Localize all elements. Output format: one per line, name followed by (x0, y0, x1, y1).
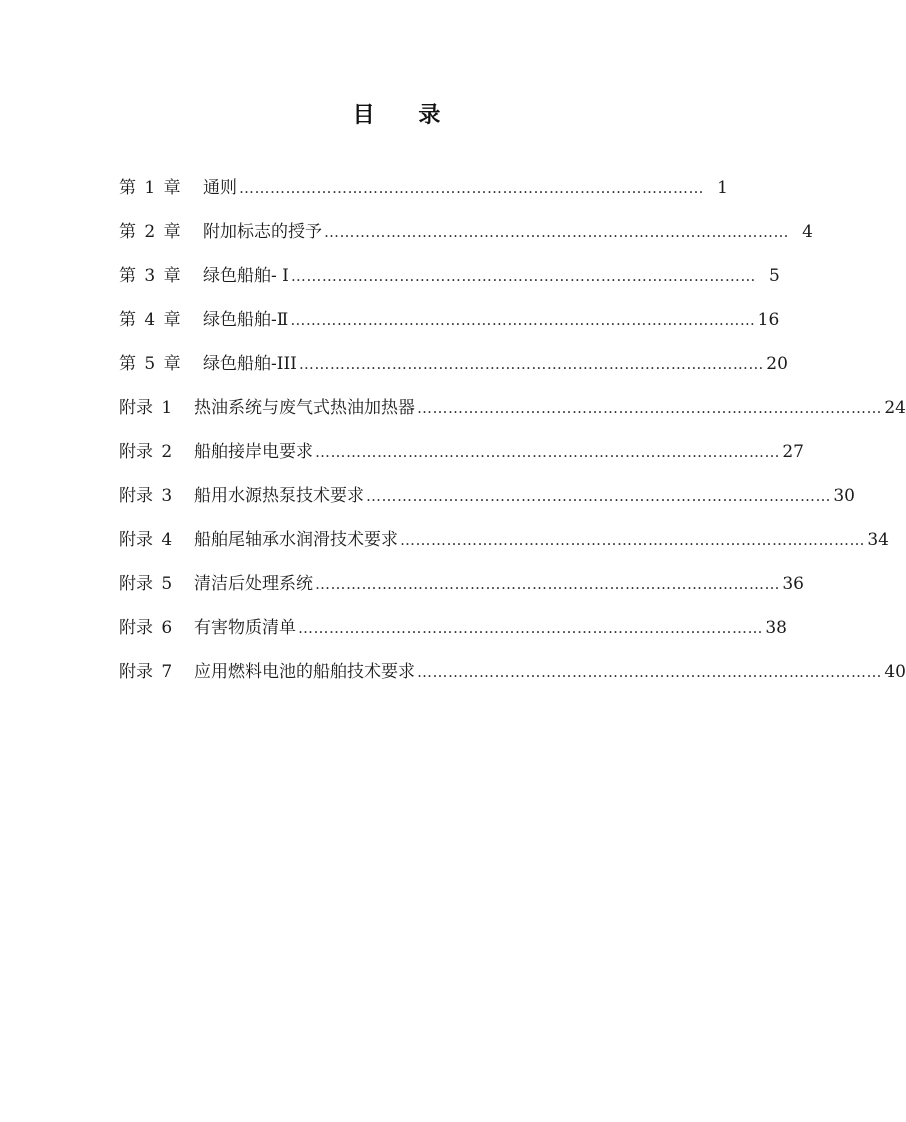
toc-leader-dots: ……………………………………………………………………………… (366, 487, 831, 505)
toc-entry-chapter-3[interactable] (119, 254, 780, 298)
toc-entry-appendix-4[interactable] (119, 518, 889, 562)
toc-leader-dots: ……………………………………………………………………………… (417, 663, 882, 681)
toc-leader-dots: ……………………………………………………………………………… (400, 531, 865, 549)
toc-entry-page: 38 (765, 618, 787, 638)
toc-entry-name: 绿色船舶-III (203, 354, 297, 374)
toc-entry-label: 第 4 章 (119, 310, 181, 330)
toc-entry-page: 27 (782, 442, 804, 462)
toc-entry-page: 36 (782, 574, 804, 594)
toc-entry-label: 第 1 章 (119, 178, 181, 198)
toc-leader-dots: ……………………………………………………………………………… (315, 443, 780, 461)
toc-entry-name: 有害物质清单 (194, 618, 296, 638)
toc-entry-label: 附录 1 (119, 398, 173, 418)
toc-entry-name: 应用燃料电池的船舶技术要求 (194, 662, 415, 682)
toc-entry-appendix-3[interactable] (119, 474, 855, 518)
toc-leader-dots: ……………………………………………………………………………… (324, 223, 789, 241)
toc-entry-page: 1 (717, 178, 728, 198)
toc-entry-appendix-6[interactable] (119, 606, 787, 650)
toc-entry-name: 附加标志的授予 (203, 222, 322, 242)
toc-entry-appendix-7[interactable] (119, 650, 906, 694)
toc-entry-label: 附录 3 (119, 486, 173, 506)
toc-entry-chapter-4[interactable] (119, 298, 780, 342)
toc-entry-page: 20 (766, 354, 788, 374)
toc-entry-page: 5 (769, 266, 780, 286)
toc-entry-appendix-2[interactable] (119, 430, 804, 474)
toc-entry-name: 船用水源热泵技术要求 (194, 486, 364, 506)
toc-entry-appendix-1[interactable] (119, 386, 906, 430)
toc-entry-label: 附录 6 (119, 618, 173, 638)
toc-entry-name: 船舶接岸电要求 (194, 442, 313, 462)
toc-leader-dots: ……………………………………………………………………………… (298, 355, 764, 373)
toc-leader-dots: ……………………………………………………………………………… (298, 619, 763, 637)
table-of-contents (119, 166, 906, 694)
toc-entry-name: 清洁后处理系统 (194, 574, 313, 594)
toc-entry-chapter-5[interactable] (119, 342, 788, 386)
toc-entry-label: 第 3 章 (119, 266, 181, 286)
toc-entry-page: 24 (884, 398, 906, 418)
toc-entry-label: 第 5 章 (119, 354, 181, 374)
toc-entry-page: 4 (802, 222, 813, 242)
toc-leader-dots: ……………………………………………………………………………… (239, 179, 704, 197)
toc-entry-page: 16 (757, 310, 780, 330)
toc-entry-chapter-2[interactable] (119, 210, 813, 254)
toc-entry-name: 通则 (203, 178, 237, 198)
toc-entry-chapter-1[interactable] (119, 166, 728, 210)
toc-entry-label: 附录 5 (119, 574, 173, 594)
toc-leader-dots: ……………………………………………………………………………… (290, 267, 756, 285)
toc-leader-dots: ……………………………………………………………………………… (417, 399, 882, 417)
page-title: 目 录 (352, 103, 459, 128)
toc-entry-name: 绿色船舶- I (203, 266, 289, 286)
toc-entry-label: 第 2 章 (119, 222, 181, 242)
toc-entry-page: 40 (884, 662, 906, 682)
toc-entry-name: 绿色船舶-Ⅱ (203, 310, 289, 330)
toc-entry-page: 30 (833, 486, 855, 506)
toc-leader-dots: ……………………………………………………………………………… (290, 311, 756, 329)
toc-entry-name: 热油系统与废气式热油加热器 (194, 398, 415, 418)
toc-entry-appendix-5[interactable] (119, 562, 804, 606)
toc-entry-name: 船舶尾轴承水润滑技术要求 (194, 530, 398, 550)
toc-entry-label: 附录 7 (119, 662, 173, 682)
toc-leader-dots: ……………………………………………………………………………… (315, 575, 780, 593)
toc-entry-label: 附录 2 (119, 442, 173, 462)
toc-entry-page: 34 (867, 530, 889, 550)
toc-entry-label: 附录 4 (119, 530, 173, 550)
